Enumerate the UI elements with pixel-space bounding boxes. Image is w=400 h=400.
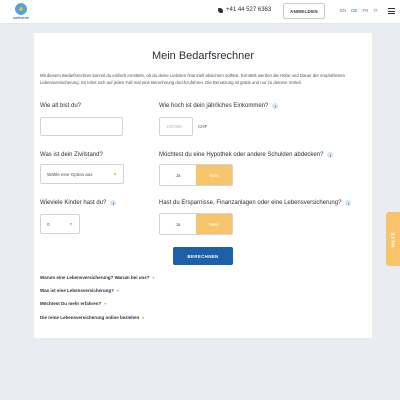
chevron-down-icon: ▾ xyxy=(152,275,155,280)
logo-icon xyxy=(15,3,27,15)
lang-de[interactable]: DE xyxy=(351,8,358,13)
income-label: Wie hoch ist dein jährliches Einkommen? xyxy=(159,103,269,109)
calculate-button[interactable]: BERECHNEN xyxy=(173,247,233,265)
civil-status-select[interactable] xyxy=(40,164,124,184)
language-switcher xyxy=(340,8,378,13)
intro-text: Mit diesem Bedarfsrechner kannst du einfach ermitteln, ob du deine Liebsten finanziell absichern solltest. Ermittelt werden die Höhe und Dauer der empfohlenen Lebensversicherung. Es lohnt sich auf jeden Fall mal eine Berechnung durchzuführen. Die Benutzung ist gratis und nur zu deinem Vorteil. xyxy=(40,73,346,85)
mortgage-question xyxy=(159,152,333,158)
faq-label: Was ist eine Lebensversicherung? xyxy=(40,288,114,293)
info-icon[interactable]: i xyxy=(110,200,116,206)
chevron-down-icon: ▼ xyxy=(69,221,73,227)
chevron-down-icon: ▼ xyxy=(113,171,117,177)
faq-label: Warum eine Lebensversicherung? Warum bei uns? xyxy=(40,275,150,280)
mortgage-no-option[interactable]: Nein xyxy=(196,165,232,185)
savings-yes-option[interactable]: Ja xyxy=(160,214,196,234)
hamburger-menu-icon[interactable] xyxy=(388,8,395,14)
lang-en[interactable]: EN xyxy=(340,8,347,13)
help-label: HILFE xyxy=(390,231,396,247)
mortgage-label: Möchtest du eine Hypothek oder andere Schulden abdecken? xyxy=(159,152,324,158)
lang-fr[interactable]: FR xyxy=(362,8,369,13)
mortgage-toggle xyxy=(159,164,233,186)
faq-label: Die reine Lebensversicherung online beziehen xyxy=(40,315,140,320)
age-label: Wie alt bist du? xyxy=(40,103,82,109)
children-value: 0 xyxy=(47,221,50,227)
mortgage-yes-option[interactable]: Ja xyxy=(160,165,196,185)
top-header xyxy=(0,0,400,24)
phone-number: +41 44 527 6363 xyxy=(226,7,272,13)
login-button[interactable]: ANMELDEN xyxy=(283,3,325,19)
income-input[interactable]: 100'000 xyxy=(159,117,193,136)
income-question xyxy=(159,103,278,109)
age-question xyxy=(40,103,81,109)
savings-no-option[interactable]: Nein xyxy=(196,214,232,234)
currency-label: CHF xyxy=(198,124,208,129)
chevron-down-icon: ▾ xyxy=(142,315,145,320)
page-title: Mein Bedarfsrechner xyxy=(151,50,255,62)
savings-label: Hast du Ersparnisse, Finanzanlagen oder eine Lebensversicherung? xyxy=(159,200,342,206)
safeside-logo[interactable] xyxy=(9,3,33,23)
faq-item-what[interactable] xyxy=(40,288,119,293)
savings-question xyxy=(159,200,351,206)
civil-status-label: Was ist dein Zivilstand? xyxy=(40,152,103,158)
savings-toggle xyxy=(159,213,233,235)
children-label: Wieviele Kinder hast du? xyxy=(40,200,107,206)
faq-item-online[interactable] xyxy=(40,315,144,320)
faq-item-more[interactable] xyxy=(40,301,106,306)
faq-item-why[interactable] xyxy=(40,275,154,280)
info-icon[interactable]: i xyxy=(345,200,351,206)
faq-label: Möchtest Du mehr erfahren? xyxy=(40,301,102,306)
age-input[interactable] xyxy=(40,117,123,136)
lang-it[interactable]: IT xyxy=(373,8,378,13)
help-tab[interactable] xyxy=(386,212,400,266)
children-select[interactable] xyxy=(40,214,80,234)
civil-status-question xyxy=(40,152,103,158)
chevron-down-icon: ▾ xyxy=(104,301,107,306)
logo-text: safeside xyxy=(12,15,29,20)
calculator-card xyxy=(34,33,372,338)
phone-link[interactable] xyxy=(218,7,271,13)
children-question xyxy=(40,200,116,206)
info-icon[interactable]: i xyxy=(327,152,333,158)
info-icon[interactable]: i xyxy=(272,103,278,109)
chevron-down-icon: ▾ xyxy=(116,288,119,293)
civil-status-value: Wähle eine Option aus xyxy=(47,171,93,177)
phone-icon xyxy=(218,8,223,13)
